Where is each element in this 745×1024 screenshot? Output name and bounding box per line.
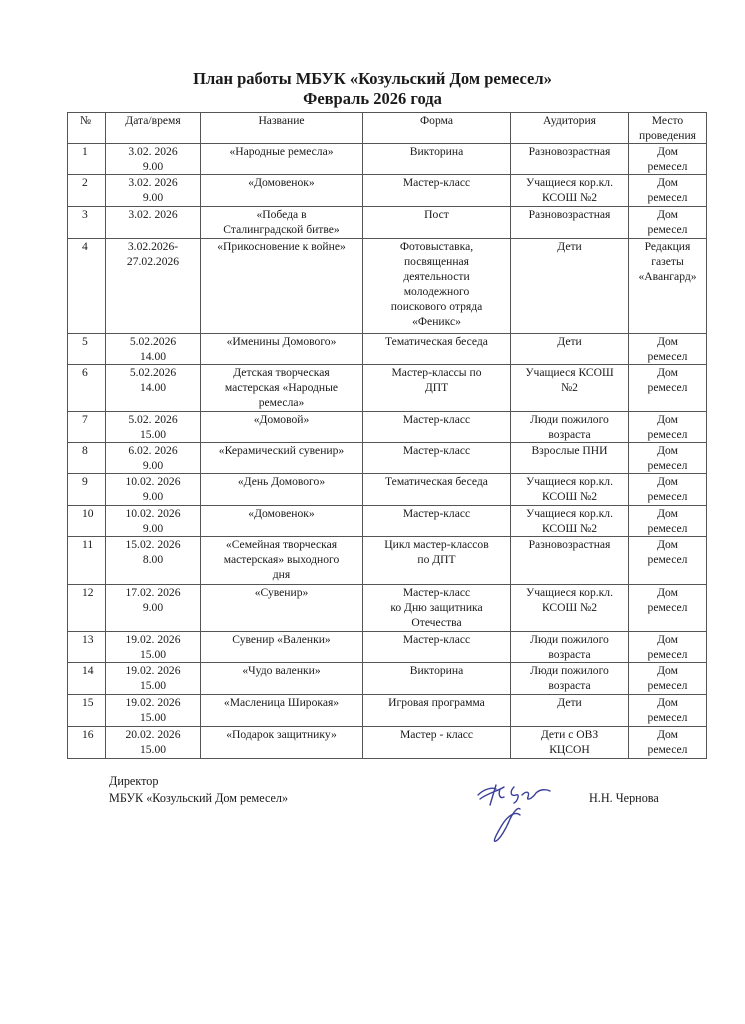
row-place: Дом ремесел [629,506,707,537]
row-place: Дом ремесел [629,727,707,759]
row-form: Мастер - класс [363,727,511,759]
row-number: 9 [68,474,106,506]
row-date: 5.02. 2026 15.00 [106,412,201,443]
row-form: Пост [363,207,511,239]
row-name: «Домовой» [201,412,363,443]
table-header-row [68,113,707,144]
table-row [68,443,707,474]
row-place: Дом ремесел [629,663,707,695]
row-date: 3.02.2026- 27.02.2026 [106,239,201,334]
row-form: Тематическая беседа [363,334,511,365]
row-form: Мастер-класс [363,443,511,474]
signatory-position: Директор [109,774,159,788]
table-row [68,585,707,632]
row-date: 19.02. 2026 15.00 [106,663,201,695]
column-header-number: № [68,113,106,144]
row-date: 6.02. 2026 9.00 [106,443,201,474]
row-name: Сувенир «Валенки» [201,632,363,663]
row-date: 10.02. 2026 9.00 [106,474,201,506]
row-audience: Учащиеся кор.кл. КСОШ №2 [511,585,629,632]
row-date: 15.02. 2026 8.00 [106,537,201,585]
row-number: 7 [68,412,106,443]
row-audience: Дети [511,239,629,334]
row-form: Тематическая беседа [363,474,511,506]
document-subtitle: Февраль 2026 года [303,89,442,108]
row-audience: Дети с ОВЗ КЦСОН [511,727,629,759]
signatory-organization: МБУК «Козульский Дом ремесел» [109,791,289,805]
row-place: Дом ремесел [629,443,707,474]
row-form: Мастер-классы по ДПТ [363,365,511,412]
row-name: «Чудо валенки» [201,663,363,695]
row-date: 5.02.2026 14.00 [106,334,201,365]
row-name: «Победа в Сталинградской битве» [201,207,363,239]
row-date: 19.02. 2026 15.00 [106,632,201,663]
row-name: «Народные ремесла» [201,144,363,175]
signature-stroke [494,808,520,841]
column-header-form: Форма [363,113,511,144]
row-audience: Люди пожилого возраста [511,632,629,663]
column-header-audience: Аудитория [511,113,629,144]
table-row [68,412,707,443]
row-form: Цикл мастер-классов по ДПТ [363,537,511,585]
table-row [68,506,707,537]
row-audience: Разновозрастная [511,537,629,585]
document-title: План работы МБУК «Козульский Дом ремесел» [193,69,552,88]
row-place: Редакция газеты «Авангард» [629,239,707,334]
row-place: Дом ремесел [629,412,707,443]
row-place: Дом ремесел [629,334,707,365]
row-number: 8 [68,443,106,474]
row-form: Викторина [363,663,511,695]
row-audience: Учащиеся кор.кл. КСОШ №2 [511,506,629,537]
table-row [68,334,707,365]
row-name: «Подарок защитнику» [201,727,363,759]
row-name: «Прикосновение к войне» [201,239,363,334]
row-place: Дом ремесел [629,144,707,175]
row-audience: Дети [511,334,629,365]
row-number: 3 [68,207,106,239]
table-row [68,727,707,759]
row-date: 20.02. 2026 15.00 [106,727,201,759]
row-date: 3.02. 2026 9.00 [106,175,201,207]
row-audience: Дети [511,695,629,727]
row-place: Дом ремесел [629,474,707,506]
table-row [68,474,707,506]
row-number: 15 [68,695,106,727]
row-date: 17.02. 2026 9.00 [106,585,201,632]
row-place: Дом ремесел [629,632,707,663]
row-audience: Учащиеся кор.кл. КСОШ №2 [511,175,629,207]
row-number: 4 [68,239,106,334]
row-date: 3.02. 2026 9.00 [106,144,201,175]
table-row [68,144,707,175]
row-name: «День Домового» [201,474,363,506]
row-form: Игровая программа [363,695,511,727]
table-body [68,144,707,759]
row-form: Фотовыставка, посвященная деятельности молодежного поискового отряда «Феникс» [363,239,511,334]
column-header-place: Место проведения [629,113,707,144]
row-form: Мастер-класс [363,412,511,443]
row-number: 13 [68,632,106,663]
row-name: Детская творческая мастерская «Народные ремесла» [201,365,363,412]
row-place: Дом ремесел [629,365,707,412]
signature-stroke [511,787,550,803]
row-audience: Люди пожилого возраста [511,663,629,695]
row-place: Дом ремесел [629,537,707,585]
row-name: «Домовенок» [201,175,363,207]
row-audience: Учащиеся КСОШ №2 [511,365,629,412]
row-form: Мастер-класс [363,506,511,537]
row-name: «Сувенир» [201,585,363,632]
table-row [68,239,707,334]
row-number: 10 [68,506,106,537]
table-row [68,365,707,412]
row-name: «Домовенок» [201,506,363,537]
row-place: Дом ремесел [629,695,707,727]
table-row [68,175,707,207]
signature-stroke [478,785,504,805]
row-number: 2 [68,175,106,207]
row-name: «Семейная творческая мастерская» выходного дня [201,537,363,585]
plan-table [67,112,707,759]
row-form: Мастер-класс [363,632,511,663]
row-audience: Учащиеся кор.кл. КСОШ №2 [511,474,629,506]
row-place: Дом ремесел [629,207,707,239]
row-name: «Именины Домового» [201,334,363,365]
row-number: 5 [68,334,106,365]
row-date: 10.02. 2026 9.00 [106,506,201,537]
row-audience: Люди пожилого возраста [511,412,629,443]
row-name: «Керамический сувенир» [201,443,363,474]
row-place: Дом ремесел [629,585,707,632]
column-header-date: Дата/время [106,113,201,144]
row-form: Мастер-класс [363,175,511,207]
row-date: 3.02. 2026 [106,207,201,239]
table-row [68,537,707,585]
row-number: 11 [68,537,106,585]
row-number: 1 [68,144,106,175]
row-date: 5.02.2026 14.00 [106,365,201,412]
handwritten-signature [470,775,570,845]
column-header-name: Название [201,113,363,144]
row-number: 12 [68,585,106,632]
table-row [68,663,707,695]
table-row [68,632,707,663]
row-number: 6 [68,365,106,412]
row-form: Мастер-класс ко Дню защитника Отечества [363,585,511,632]
row-audience: Взрослые ПНИ [511,443,629,474]
row-form: Викторина [363,144,511,175]
row-place: Дом ремесел [629,175,707,207]
row-number: 14 [68,663,106,695]
signatory-name: Н.Н. Чернова [589,791,659,805]
row-audience: Разновозрастная [511,207,629,239]
table-row [68,207,707,239]
table-row [68,695,707,727]
row-number: 16 [68,727,106,759]
row-name: «Масленица Широкая» [201,695,363,727]
row-date: 19.02. 2026 15.00 [106,695,201,727]
row-audience: Разновозрастная [511,144,629,175]
